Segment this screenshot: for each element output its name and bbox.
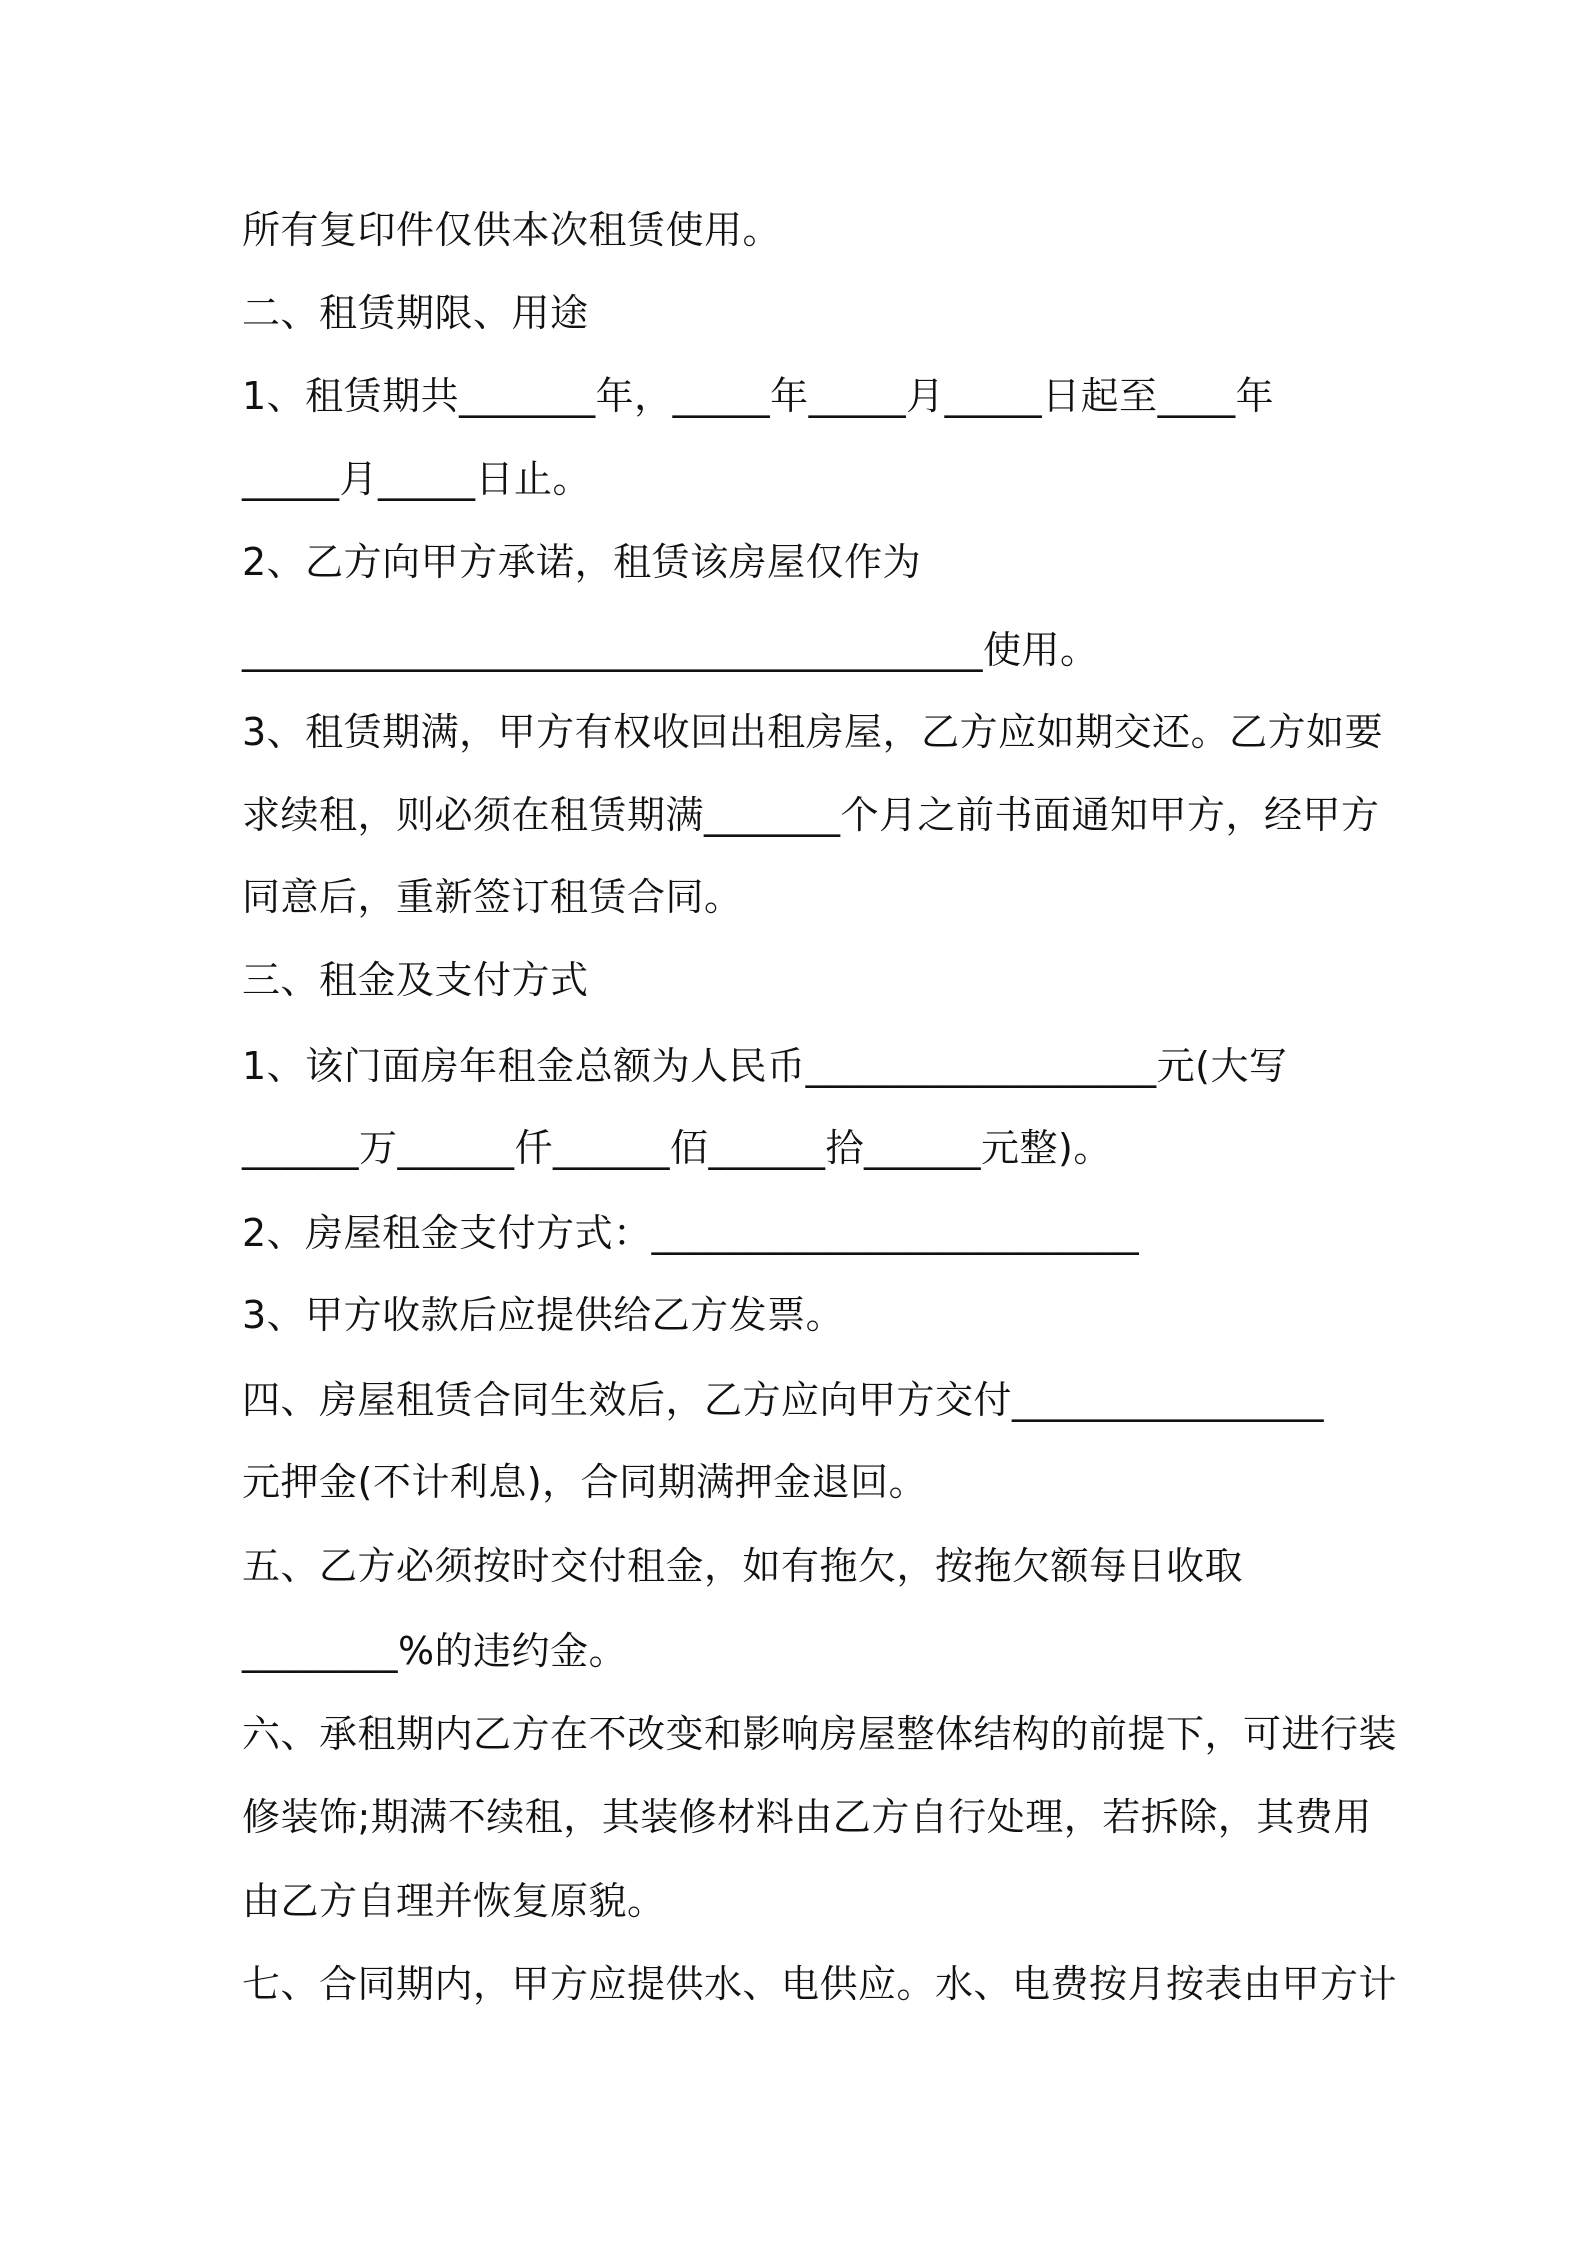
text-line: 2、乙方向甲方承诺，租赁该房屋仅作为	[242, 540, 922, 584]
section-heading: 二、租赁期限、用途	[242, 291, 589, 335]
text-line: 由乙方自理并恢复原貌。	[242, 1879, 666, 1923]
text-line: 元押金(不计利息)，合同期满押金退回。	[242, 1460, 928, 1504]
text-line: 1、该门面房年租金总额为人民币__________________元(大写	[242, 1044, 1288, 1088]
text-line: 同意后，重新签订租赁合同。	[242, 875, 743, 919]
text-line: _____月_____日止。	[242, 457, 592, 501]
text-line: 3、租赁期满，甲方有权收回出租房屋，乙方应如期交还。乙方如要	[242, 710, 1384, 754]
text-line: 四、房屋租赁合同生效后，乙方应向甲方交付________________	[242, 1378, 1325, 1422]
text-line: 修装饰;期满不续租，其装修材料由乙方自行处理，若拆除，其费用	[242, 1795, 1372, 1839]
text-line: ______万______仟______佰______拾______元整)。	[242, 1126, 1112, 1170]
text-line: 3、甲方收款后应提供给乙方发票。	[242, 1293, 845, 1337]
text-line: ________%的违约金。	[242, 1629, 628, 1673]
text-line: 求续租，则必须在租赁期满_______个月之前书面通知甲方，经甲方	[242, 793, 1380, 837]
text-line: 六、承租期内乙方在不改变和影响房屋整体结构的前提下，可进行装	[242, 1712, 1398, 1756]
text-line: 2、房屋租金支付方式：_________________________	[242, 1211, 1140, 1255]
text-line: 1、租赁期共_______年，_____年_____月_____日起至____年	[242, 374, 1275, 418]
text-line: 七、合同期内，甲方应提供水、电供应。水、电费按月按表由甲方计	[242, 1962, 1398, 2006]
text-line: 所有复印件仅供本次租赁使用。	[242, 208, 782, 252]
section-heading: 三、租金及支付方式	[242, 958, 589, 1002]
text-line: 五、乙方必须按时交付租金，如有拖欠，按拖欠额每日收取	[242, 1544, 1244, 1588]
text-line: ______________________________________使用。	[242, 628, 1099, 672]
